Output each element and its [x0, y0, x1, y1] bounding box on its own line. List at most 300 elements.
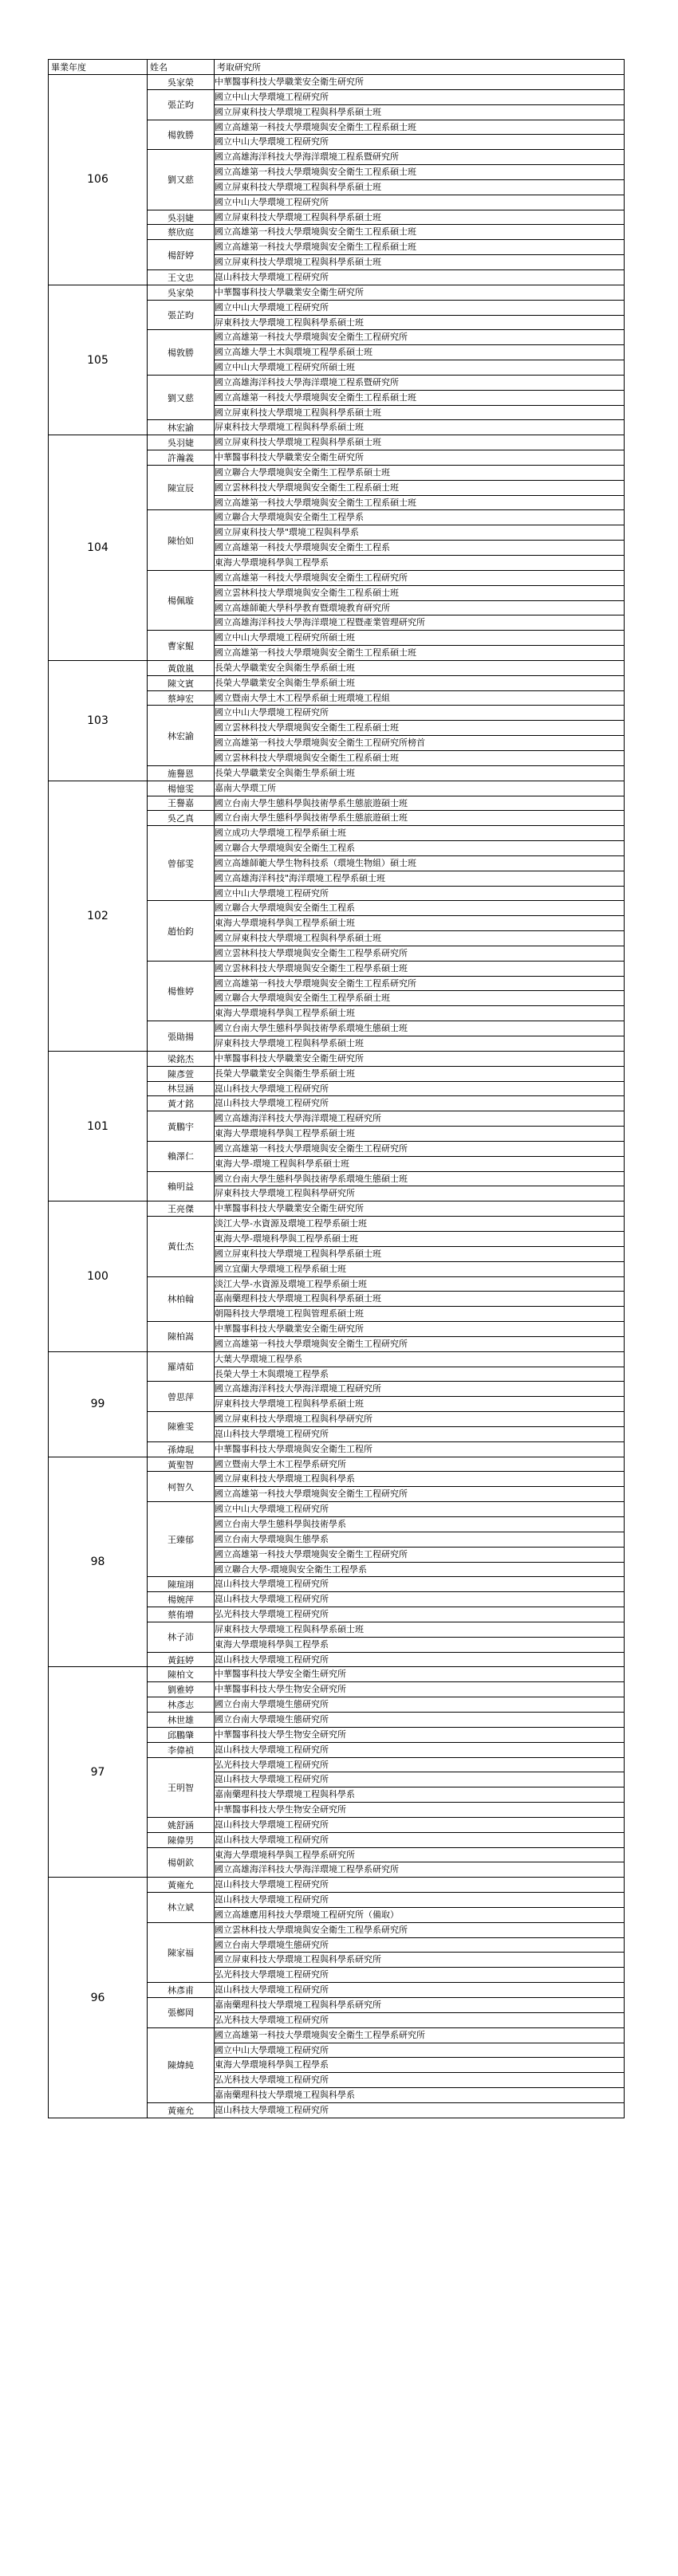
student-name-cell: 張芷昀 [148, 89, 215, 120]
institute-entry: 東海大學環境科學與工程學系碩士班 [215, 1126, 624, 1141]
graduation-year-cell: 99 [49, 1351, 148, 1457]
institute-list-cell [215, 1217, 625, 1276]
student-name-cell: 楊朝欽 [148, 1847, 215, 1878]
table-body [49, 75, 625, 2118]
student-name-cell: 孫煒琨 [148, 1441, 215, 1457]
institute-list-cell [215, 1096, 625, 1111]
institute-entry: 淡江大學-水資源及環境工程學系碩士班 [215, 1218, 367, 1229]
institute-list-cell [215, 510, 625, 570]
table-row [49, 1351, 625, 1382]
student-name-cell: 柯智久 [148, 1472, 215, 1502]
institute-entry: 弘光科技大學環境工程研究所 [215, 2012, 624, 2027]
institute-entry: 國立聯合大學環境與安全衛生工程系 [215, 903, 355, 914]
student-name-cell: 張勛揚 [148, 1021, 215, 1052]
institute-entry: 嘉南大學環工所 [215, 782, 276, 793]
header-year: 畢業年度 [49, 60, 148, 75]
institute-entry: 屏東科技大學環境工程與科學系碩士班 [215, 422, 364, 433]
institute-entry: 國立高雄第一科技大學環境與安全衛生工程系碩士班 [215, 390, 624, 405]
institute-entry: 國立聯合大學環境與安全衛生工程系 [215, 840, 624, 855]
institute-entry: 崑山科技大學環境工程研究所 [215, 1579, 329, 1590]
student-name-cell: 黃雍允 [148, 2102, 215, 2118]
institute-entry: 嘉南藥理科技大學環境工程與科學系碩士班 [215, 1291, 624, 1306]
institute-list-cell [215, 1817, 625, 1832]
table-row [49, 1667, 625, 1682]
institute-entry: 國立屏東科技大學環境工程與科學系 [215, 1473, 355, 1485]
institute-entry: 東海大學環境科學與工程學系研究所 [215, 1849, 355, 1860]
student-name-cell: 陳柏文 [148, 1667, 215, 1682]
institute-entry: 國立聯合大學-環境與安全衛生工程學系 [215, 1562, 624, 1577]
student-name-cell: 黃啟嵐 [148, 660, 215, 675]
student-name-cell: 許瀚義 [148, 450, 215, 466]
institute-list-cell [215, 1712, 625, 1727]
institute-entry: 國立台南大學生態科學與技術學系生態旅遊碩士班 [215, 812, 408, 824]
institute-list-cell [215, 1171, 625, 1201]
institute-entry: 國立高雄第一科技大學環境與安全衛生工程研究所 [215, 1336, 624, 1351]
institute-entry: 崑山科技大學環境工程研究所 [215, 1894, 329, 1905]
institute-list-cell [215, 1322, 625, 1352]
student-name-cell: 陳煒純 [148, 2027, 215, 2102]
student-name-cell: 姚舒涵 [148, 1817, 215, 1832]
institute-list-cell [215, 1607, 625, 1622]
student-name-cell: 楊惟婷 [148, 961, 215, 1021]
institute-entry: 國立中山大學環境工程研究所 [215, 886, 624, 901]
institute-entry: 嘉南藥理科技大學環境工程與科學系研究所 [215, 2000, 381, 2010]
institute-list-cell [215, 1757, 625, 1817]
institute-entry: 東海大學-環境科學與工程學系碩士班 [215, 1231, 624, 1246]
student-name-cell: 林宏諭 [148, 706, 215, 765]
institute-list-cell [215, 1983, 625, 1998]
institute-entry: 東海大學-環境工程與科學系碩士班 [215, 1156, 624, 1171]
institute-entry: 國立高雄第一科技大學環境與安全衛生工程研究所榜首 [215, 735, 624, 750]
student-name-cell: 劉雅婷 [148, 1682, 215, 1697]
table-row [49, 75, 625, 90]
institute-entry: 中華醫事科技大學環境與安全衛生工程所 [215, 1443, 373, 1454]
student-name-cell: 黃才銘 [148, 1096, 215, 1111]
institute-list-cell [215, 1457, 625, 1472]
institute-list-cell [215, 1066, 625, 1081]
institute-entry: 國立台南大學環境生態研究所 [215, 1937, 624, 1953]
institute-entry: 東海大學環境科學與工程學系 [215, 555, 624, 570]
institute-list-cell [215, 375, 625, 420]
graduate-admission-table [48, 59, 625, 2118]
student-name-cell: 劉又慈 [148, 150, 215, 210]
institute-entry: 國立屏東科技大學環境工程與科學系碩士班 [215, 104, 624, 120]
student-name-cell: 林世雄 [148, 1712, 215, 1727]
institute-entry: 國立高雄海洋科技"海洋環境工程學系碩士班 [215, 871, 624, 886]
institute-entry: 崑山科技大學環境工程研究所 [215, 1594, 329, 1605]
institute-entry: 國立高雄師範大學科學教育暨環境教育研究所 [215, 600, 624, 615]
student-name-cell: 王譽嘉 [148, 796, 215, 811]
institute-entry: 國立台南大學生態科學與技術學系生態旅遊碩士班 [215, 797, 408, 808]
institute-entry: 東海大學環境科學與工程學系 [215, 2057, 624, 2072]
institute-entry: 國立高雄第一科技大學環境與安全衛生工程研究所 [215, 332, 408, 343]
student-name-cell: 林子沛 [148, 1622, 215, 1652]
institute-entry: 國立暨南大學土木工程學系碩士班環境工程組 [215, 692, 390, 703]
institute-entry: 大葉大學環境工程學系 [215, 1353, 302, 1364]
institute-entry: 長榮大學土木與環境工程學系 [215, 1367, 624, 1382]
student-name-cell: 林昱涵 [148, 1081, 215, 1096]
institute-entry: 中華醫事科技大學安全衛生研究所 [215, 1669, 346, 1680]
institute-entry: 嘉南藥理科技大學環境工程與科學系 [215, 1787, 624, 1802]
institute-list-cell [215, 210, 625, 225]
student-name-cell: 李偉禎 [148, 1742, 215, 1757]
institute-entry: 國立高雄第一科技大學環境與安全衛生工程研究所 [215, 572, 408, 583]
institute-entry: 中華醫事科技大學職業安全衛生研究所 [215, 1323, 364, 1335]
institute-entry: 中華醫事科技大學職業安全衛生研究所 [215, 77, 364, 87]
table-row [49, 781, 625, 796]
institute-list-cell [215, 690, 625, 706]
institute-entry: 國立雲林科技大學環境與安全衛生工程學系研究所 [215, 1924, 408, 1935]
institute-entry: 國立高雄第一科技大學環境與安全衛生工程系碩士班 [215, 645, 624, 660]
institute-list-cell [215, 240, 625, 270]
institute-list-cell [215, 1441, 625, 1457]
institute-entry: 國立台南大學環境生態研究所 [215, 1713, 329, 1725]
institute-entry: 弘光科技大學環境工程研究所 [215, 1967, 624, 1982]
institute-entry: 東海大學環境科學與工程學系碩士班 [215, 1005, 624, 1021]
institute-list-cell [215, 1652, 625, 1667]
institute-entry: 國立高雄第一科技大學環境與安全衛生工程研究所 [215, 1486, 624, 1501]
institute-entry: 屏東科技大學環境工程與科學系碩士班 [215, 1623, 364, 1634]
institute-list-cell [215, 1051, 625, 1066]
institute-list-cell [215, 570, 625, 630]
table-row [49, 1051, 625, 1066]
institute-entry: 屏東科技大學環境工程與科學研究所 [215, 1186, 624, 1201]
institute-list-cell [215, 120, 625, 150]
institute-list-cell [215, 660, 625, 675]
institute-entry: 國立屏東科技大學環境工程與科學研究所 [215, 1414, 373, 1425]
graduation-year-cell: 100 [49, 1201, 148, 1351]
institute-entry: 崑山科技大學環境工程研究所 [215, 1879, 329, 1890]
institute-list-cell [215, 811, 625, 826]
institute-list-cell [215, 150, 625, 210]
institute-list-cell [215, 269, 625, 285]
institute-entry: 國立高雄應用科技大學環境工程研究所（備取） [215, 1907, 624, 1922]
institute-list-cell [215, 1878, 625, 1893]
institute-list-cell [215, 675, 625, 690]
institute-entry: 國立屏東科技大學環境工程與科學系碩士班 [215, 1246, 624, 1261]
student-name-cell: 吳家榮 [148, 285, 215, 300]
institute-entry: 國立高雄第一科技大學環境與安全衛生工程系碩士班 [215, 495, 624, 510]
institute-list-cell [215, 1276, 625, 1322]
student-name-cell: 陳雅雯 [148, 1412, 215, 1442]
table-header-row [49, 60, 625, 75]
institute-list-cell [215, 1351, 625, 1382]
institute-list-cell [215, 1622, 625, 1652]
institute-entry: 國立高雄第一科技大學環境與安全衛生工程系碩士班 [215, 242, 416, 253]
graduation-year-cell: 101 [49, 1051, 148, 1201]
institute-entry: 東海大學環境科學與工程學系 [215, 1637, 624, 1652]
institute-entry: 崑山科技大學環境工程研究所 [215, 1984, 329, 1996]
institute-list-cell [215, 1382, 625, 1412]
student-name-cell: 王亮傑 [148, 1201, 215, 1217]
institute-entry: 國立屏東科技大學環境工程與科學系碩士班 [215, 179, 624, 195]
institute-entry: 國立高雄海洋科技大學海洋環境工程系暨研究所 [215, 151, 399, 163]
graduation-year-cell: 104 [49, 435, 148, 661]
institute-entry: 屏東科技大學環境工程與科學系碩士班 [215, 1396, 624, 1411]
institute-entry: 長榮大學職業安全與衛生學系碩士班 [215, 677, 355, 688]
student-name-cell: 曹家鯤 [148, 631, 215, 661]
graduation-year-cell: 103 [49, 660, 148, 781]
institute-list-cell [215, 450, 625, 466]
student-name-cell: 曾思萍 [148, 1382, 215, 1412]
institute-entry: 國立雲林科技大學環境與安全衛生工程系碩士班 [215, 720, 624, 735]
student-name-cell: 蔡欣庭 [148, 225, 215, 240]
student-name-cell: 黃聖智 [148, 1457, 215, 1472]
institute-entry: 崑山科技大學環境工程研究所 [215, 1819, 329, 1830]
institute-list-cell [215, 330, 625, 376]
institute-entry: 中華醫事科技大學職業安全衛生研究所 [215, 1052, 364, 1064]
student-name-cell: 張榔岡 [148, 1998, 215, 2028]
student-name-cell: 趙怡鈞 [148, 901, 215, 961]
student-name-cell: 楊舒婷 [148, 240, 215, 270]
institute-entry: 中華醫事科技大學生物安全研究所 [215, 1728, 346, 1740]
institute-entry: 國立高雄師範大學生物科技系（環境生物組）碩士班 [215, 855, 624, 871]
table-row [49, 435, 625, 450]
institute-entry: 國立高雄第一科技大學環境與安全衛生工程系碩士班 [215, 164, 624, 179]
student-name-cell: 陳家福 [148, 1922, 215, 1982]
student-name-cell: 楊敦勝 [148, 120, 215, 150]
institute-entry: 國立台南大學生態科學與技術學系環境生態碩士班 [215, 1173, 408, 1184]
student-name-cell: 陳文賓 [148, 675, 215, 690]
institute-entry: 國立屏東科技大學"環境工程與科學系 [215, 525, 624, 540]
institute-list-cell [215, 1111, 625, 1142]
institute-entry: 國立屏東科技大學環境工程與科學系碩士班 [215, 405, 624, 420]
student-name-cell: 楊佩璇 [148, 570, 215, 630]
institute-entry: 國立中山大學環境工程研究所碩士班 [215, 360, 624, 375]
institute-entry: 國立屏東科技大學環境工程與科學系研究所 [215, 1952, 624, 1967]
graduation-year-cell: 106 [49, 75, 148, 285]
institute-entry: 中華醫事科技大學生物安全研究所 [215, 1684, 346, 1695]
institute-list-cell [215, 1832, 625, 1847]
institute-list-cell [215, 961, 625, 1021]
institute-entry: 長榮大學職業安全與衛生學系碩士班 [215, 662, 355, 673]
student-name-cell: 吳乙真 [148, 811, 215, 826]
institute-entry: 中華醫事科技大學職業安全衛生研究所 [215, 286, 364, 297]
institute-entry: 崑山科技大學環境工程研究所 [215, 271, 329, 282]
institute-entry: 國立高雄海洋科技大學海洋環境工程研究所 [215, 1113, 381, 1124]
institute-entry: 屏東科技大學環境工程與科學系碩士班 [215, 1036, 624, 1051]
institute-list-cell [215, 781, 625, 796]
student-name-cell: 黃雍允 [148, 1878, 215, 1893]
institute-list-cell [215, 1592, 625, 1607]
institute-entry: 崑山科技大學環境工程研究所 [215, 1834, 329, 1845]
institute-entry: 國立高雄第一科技大學環境與安全衛生工程系 [215, 540, 624, 555]
institute-entry: 崑山科技大學環境工程研究所 [215, 1083, 329, 1094]
student-name-cell: 陳宣辰 [148, 465, 215, 510]
student-name-cell: 王臻郁 [148, 1502, 215, 1577]
institute-list-cell [215, 1682, 625, 1697]
student-name-cell: 林柏翰 [148, 1276, 215, 1322]
institute-list-cell [215, 225, 625, 240]
institute-list-cell [215, 420, 625, 435]
graduation-year-cell: 96 [49, 1878, 148, 2118]
institute-entry: 國立高雄第一科技大學環境與安全衛生工程系碩士班 [215, 121, 416, 132]
student-name-cell: 梁銘杰 [148, 1051, 215, 1066]
institute-list-cell [215, 1922, 625, 1982]
institute-list-cell [215, 1847, 625, 1878]
student-name-cell: 楊憶雯 [148, 781, 215, 796]
student-name-cell: 黃鈺婷 [148, 1652, 215, 1667]
institute-entry: 國立中山大學環境工程研究所 [215, 134, 624, 149]
institute-list-cell [215, 89, 625, 120]
institute-entry: 國立雲林科技大學環境與安全衛生工程系碩士班 [215, 750, 624, 765]
institute-entry: 朝陽科技大學環境工程與管理系碩士班 [215, 1306, 624, 1321]
institute-entry: 弘光科技大學環境工程研究所 [215, 1759, 329, 1770]
institute-list-cell [215, 1201, 625, 1217]
institute-entry: 國立中山大學環境工程研究所 [215, 2043, 624, 2058]
institute-list-cell [215, 300, 625, 330]
student-name-cell: 林宏諭 [148, 420, 215, 435]
student-name-cell: 林彥甫 [148, 1983, 215, 1998]
institute-entry: 國立高雄第一科技大學環境與安全衛生工程學系研究所 [215, 2029, 425, 2040]
institute-entry: 國立中山大學環境工程研究所 [215, 91, 329, 102]
institute-list-cell [215, 1667, 625, 1682]
institute-entry: 長榮大學職業安全與衛生學系碩士班 [215, 1068, 355, 1079]
institute-list-cell [215, 706, 625, 765]
institute-list-cell [215, 1081, 625, 1096]
institute-entry: 國立成功大學環境工程學系碩士班 [215, 828, 346, 839]
institute-list-cell [215, 2027, 625, 2102]
institute-entry: 國立屏東科技大學環境工程與科學系碩士班 [215, 930, 624, 946]
institute-entry: 國立雲林科技大學環境與安全衛生工程系碩士班 [215, 480, 624, 495]
institute-entry: 國立高雄海洋科技大學海洋環境工程學系研究所 [215, 1862, 624, 1877]
institute-entry: 崑山科技大學環境工程研究所 [215, 1744, 329, 1755]
student-name-cell: 賴明益 [148, 1171, 215, 1201]
student-name-cell: 陳柏嵩 [148, 1322, 215, 1352]
institute-entry: 國立屏東科技大學環境工程與科學系碩士班 [215, 437, 381, 448]
header-name: 姓名 [148, 60, 215, 75]
institute-entry: 國立聯合大學環境與安全衛生工程學系碩士班 [215, 990, 624, 1005]
institute-list-cell [215, 826, 625, 901]
institute-entry: 崑山科技大學環境工程研究所 [215, 1772, 624, 1787]
student-name-cell: 陳瑄翊 [148, 1577, 215, 1592]
student-name-cell: 吳羽婕 [148, 435, 215, 450]
graduation-year-cell: 97 [49, 1667, 148, 1878]
institute-list-cell [215, 285, 625, 300]
student-name-cell: 賴澤仁 [148, 1141, 215, 1171]
institute-entry: 崑山科技大學環境工程研究所 [215, 2104, 329, 2115]
institute-list-cell [215, 1697, 625, 1713]
institute-entry: 國立雲林科技大學環境與安全衛生工程學系研究所 [215, 946, 624, 961]
table-row [49, 1878, 625, 1893]
institute-list-cell [215, 1472, 625, 1502]
institute-list-cell [215, 1502, 625, 1577]
student-name-cell: 林彥志 [148, 1697, 215, 1713]
graduation-year-cell: 105 [49, 285, 148, 435]
institute-entry: 國立高雄第一科技大學環境與安全衛生工程研究所 [215, 1142, 408, 1154]
institute-entry: 國立屏東科技大學環境工程與科學系碩士班 [215, 211, 381, 222]
institute-entry: 國立高雄大學土木與環境工程學系碩士班 [215, 344, 624, 360]
institute-list-cell [215, 1727, 625, 1742]
student-name-cell: 陳偉男 [148, 1832, 215, 1847]
student-name-cell: 林立斌 [148, 1893, 215, 1923]
student-name-cell: 蔡侑增 [148, 1607, 215, 1622]
institute-entry: 中華醫事科技大學職業安全衛生研究所 [215, 1203, 364, 1214]
institute-entry: 國立高雄海洋科技大學海洋環境工程系暨研究所 [215, 376, 399, 387]
student-name-cell: 蔡坤宏 [148, 690, 215, 706]
student-name-cell: 黃鵬宇 [148, 1111, 215, 1142]
institute-list-cell [215, 631, 625, 661]
student-name-cell: 吳羽婕 [148, 210, 215, 225]
student-name-cell: 黃仕杰 [148, 1217, 215, 1276]
institute-entry: 崑山科技大學環境工程研究所 [215, 1426, 624, 1441]
institute-entry: 國立中山大學環境工程研究所 [215, 195, 624, 210]
table-row [49, 1201, 625, 1217]
institute-list-cell [215, 796, 625, 811]
student-name-cell: 陳怡如 [148, 510, 215, 570]
institute-entry: 國立中山大學環境工程研究所 [215, 707, 329, 718]
institute-list-cell [215, 1412, 625, 1442]
student-name-cell: 施譽恩 [148, 765, 215, 781]
institute-list-cell [215, 465, 625, 510]
institute-entry: 國立高雄第一科技大學環境與安全衛生工程研究所 [215, 1547, 624, 1562]
institute-entry: 國立聯合大學環境與安全衛生工程學系碩士班 [215, 466, 390, 478]
institute-entry: 國立高雄第一科技大學環境與安全衛生工程系研究所 [215, 976, 624, 991]
institute-entry: 崑山科技大學環境工程研究所 [215, 1098, 329, 1109]
institute-entry: 國立雲林科技大學環境與安全衛生工程系碩士班 [215, 585, 624, 600]
table-row [49, 660, 625, 675]
institute-entry: 國立台南大學環境生態研究所 [215, 1699, 329, 1710]
institute-entry: 國立雲林科技大學環境與安全衛生工程學系碩士班 [215, 962, 408, 973]
institute-entry: 中華醫事科技大學職業安全衛生研究所 [215, 452, 364, 463]
institute-entry: 國立台南大學生態科學與技術學系環境生態碩士班 [215, 1023, 408, 1034]
institute-list-cell [215, 75, 625, 90]
student-name-cell: 楊敦勝 [148, 330, 215, 376]
institute-entry: 國立中山大學環境工程研究所 [215, 1504, 329, 1515]
institute-list-cell [215, 1742, 625, 1757]
student-name-cell: 張芷昀 [148, 300, 215, 330]
institute-list-cell [215, 2102, 625, 2118]
student-name-cell: 邱鵬肇 [148, 1727, 215, 1742]
student-name-cell: 吳家榮 [148, 75, 215, 90]
institute-entry: 國立高雄海洋科技大學海洋環境工程暨產業管理研究所 [215, 615, 624, 630]
institute-entry: 長榮大學職業安全與衛生學系碩士班 [215, 767, 355, 778]
institute-entry: 國立宜蘭大學環境工程學系碩士班 [215, 1261, 624, 1276]
institute-entry: 國立台南大學環境與生態學系 [215, 1532, 624, 1547]
institute-list-cell [215, 901, 625, 961]
student-name-cell: 羅靖茹 [148, 1351, 215, 1382]
institute-entry: 國立台南大學生態科學與技術學系 [215, 1516, 624, 1532]
table-row [49, 285, 625, 300]
institute-list-cell [215, 1141, 625, 1171]
graduation-year-cell: 98 [49, 1457, 148, 1667]
institute-entry: 弘光科技大學環境工程研究所 [215, 2072, 624, 2087]
student-name-cell: 曾郁雯 [148, 826, 215, 901]
institute-entry: 國立高雄第一科技大學環境與安全衛生工程系碩士班 [215, 226, 416, 238]
institute-entry: 崑山科技大學環境工程研究所 [215, 1654, 329, 1665]
student-name-cell: 劉又慈 [148, 375, 215, 420]
institute-entry: 弘光科技大學環境工程研究所 [215, 1609, 329, 1620]
institute-entry: 國立中山大學環境工程研究所碩士班 [215, 632, 355, 643]
institute-entry: 嘉南藥理科技大學環境工程與科學系 [215, 2087, 624, 2102]
graduation-year-cell: 102 [49, 781, 148, 1051]
institute-list-cell [215, 1577, 625, 1592]
institute-list-cell [215, 1893, 625, 1923]
institute-list-cell [215, 765, 625, 781]
student-name-cell: 王明智 [148, 1757, 215, 1817]
institute-entry: 國立聯合大學環境與安全衛生工程學系 [215, 512, 364, 523]
student-name-cell: 王文忠 [148, 269, 215, 285]
institute-list-cell [215, 1021, 625, 1052]
institute-list-cell [215, 1998, 625, 2028]
institute-entry: 中華醫事科技大學生物安全研究所 [215, 1802, 624, 1817]
institute-entry: 國立高雄海洋科技大學海洋環境工程研究所 [215, 1383, 381, 1394]
institute-entry: 東海大學環境科學與工程學系碩士班 [215, 915, 624, 930]
institute-entry: 國立中山大學環境工程研究所 [215, 301, 329, 313]
header-school: 考取研究所 [215, 60, 625, 75]
institute-entry: 淡江大學-水資源及環境工程學系碩士班 [215, 1278, 367, 1289]
institute-entry: 國立暨南大學土木工程學系研究所 [215, 1458, 346, 1469]
